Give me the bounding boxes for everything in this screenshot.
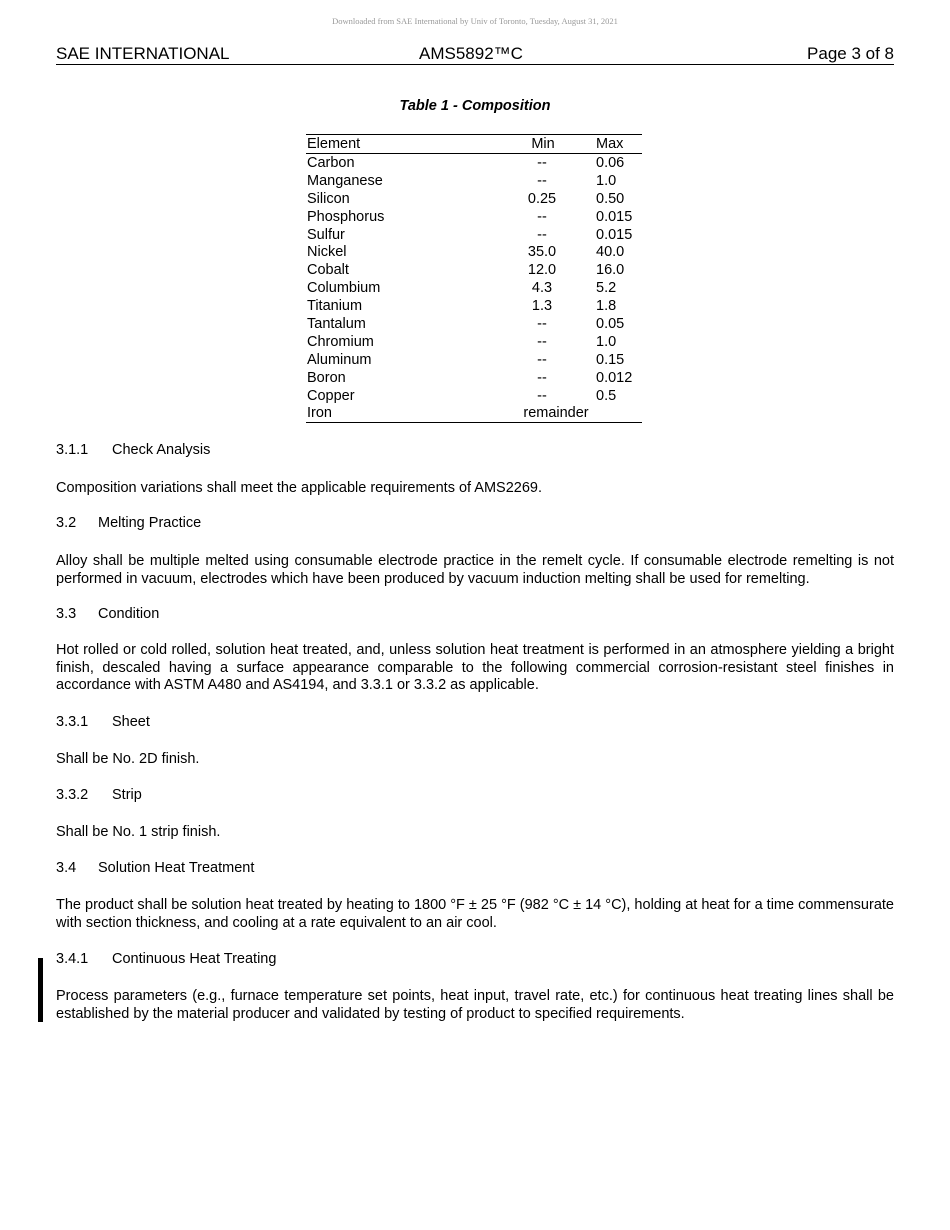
cell-max: 0.012 [596,369,633,386]
composition-table [306,134,642,423]
section-number: 3.3 [56,606,77,622]
cell-min: 35.0 [527,244,557,261]
cell-min: -- [537,226,547,243]
body-3-4-1: Process parameters (e.g., furnace temperature set points, heat input, travel rate, etc.) for continuous heat treating lines shall be established by the material producer and validated by testing of product to specified requirements. [56,988,894,1022]
cell-element: Manganese [307,172,383,189]
section-number: 3.1.1 [56,442,89,458]
heading-3-4 [56,860,894,878]
section-number: 3.3.2 [56,787,89,803]
cell-min: -- [537,351,547,368]
cell-remainder: remainder [523,405,589,422]
table-row-iron [306,404,642,422]
table-row [306,279,642,297]
cell-min: -- [537,369,547,386]
section-number: 3.4 [56,860,77,876]
section-title: Strip [112,787,142,803]
cell-min: -- [537,155,547,171]
table-row [306,154,642,172]
section-title: Continuous Heat Treating [112,951,277,967]
section-title: Check Analysis [112,442,211,458]
header-page-number: Page 3 of 8 [807,44,894,63]
cell-max: 0.06 [596,155,625,171]
cell-element: Titanium [307,298,363,315]
body-3-3: Hot rolled or cold rolled, solution heat treated, and, unless solution heat treatment is performed in an atmosphere yielding a bright finish, descaled having a surface appearance comparable to the following commercial corrosion-resistant steel finishes in accordance with ASTM A480 and AS4194, and 3.3.1 or 3.3.2 as applicable. [56,642,894,693]
cell-element: Sulfur [307,226,345,243]
section-number: 3.2 [56,515,77,531]
cell-element: Chromium [307,333,374,350]
section-number: 3.4.1 [56,951,89,967]
cell-max: 40.0 [596,244,625,261]
cell-min: 1.3 [531,298,553,315]
cell-min: 0.25 [527,190,557,207]
cell-max: 5.2 [596,280,617,297]
heading-3-3-2 [56,787,894,805]
header-element: Element [307,136,361,152]
header-max: Max [596,136,624,152]
table-row [306,297,642,315]
table-title: Table 1 - Composition [399,98,551,114]
table-row [306,190,642,208]
table-row [306,387,642,405]
table-body [306,154,642,404]
section-number: 3.3.1 [56,714,89,730]
section-title: Sheet [112,714,150,730]
table-header-row [306,135,642,154]
cell-min: -- [537,208,547,225]
cell-max: 0.015 [596,208,633,225]
table-row [306,369,642,387]
header-doc-id: AMS5892™C [419,44,523,63]
cell-max: 1.0 [596,172,617,189]
cell-max: 1.0 [596,333,617,350]
body-3-4: The product shall be solution heat treated by heating to 1800 °F ± 25 °F (982 °C ± 14 °C), holding at heat for a time commensurate with section thickness, and cooling at a rate equivalent to an air cool. [56,897,894,931]
body-3-1-1: Composition variations shall meet the applicable requirements of AMS2269. [56,480,543,496]
cell-max: 0.15 [596,351,625,368]
cell-max: 0.015 [596,226,633,243]
revision-change-bar [38,958,43,1022]
cell-element: Aluminum [307,351,372,368]
heading-3-2 [56,515,894,533]
page-header [56,44,894,65]
cell-element: Boron [307,369,346,386]
cell-min: -- [537,172,547,189]
cell-element: Copper [307,387,355,404]
cell-element: Phosphorus [307,208,385,225]
table-row [306,261,642,279]
section-title: Condition [98,606,160,622]
table-row [306,333,642,351]
cell-element: Carbon [307,155,355,171]
heading-3-1-1 [56,442,894,460]
body-3-2: Alloy shall be multiple melted using consumable electrode practice in the remelt cycle. If consumable electrode remelting is not performed in vacuum, electrodes which have been produced by vacuum induction melting shall be used for remelting. [56,553,894,587]
cell-min: -- [537,316,547,333]
table-row [306,172,642,190]
cell-max: 0.50 [596,190,625,207]
cell-min: -- [537,387,547,404]
cell-max: 0.05 [596,316,625,333]
cell-min: 12.0 [527,262,557,279]
body-3-3-2: Shall be No. 1 strip finish. [56,824,221,840]
cell-min: -- [537,333,547,350]
cell-element: Columbium [307,280,381,297]
table-row [306,315,642,333]
table-row [306,351,642,369]
heading-3-4-1 [56,951,894,969]
cell-max: 0.5 [596,387,617,404]
section-title: Melting Practice [98,515,202,531]
cell-element: Cobalt [307,262,349,279]
heading-3-3 [56,606,894,624]
table-row [306,208,642,226]
header-min: Min [531,136,555,152]
cell-min: 4.3 [531,280,553,297]
section-title: Solution Heat Treatment [98,860,255,876]
cell-element: Tantalum [307,316,366,333]
heading-3-3-1 [56,714,894,732]
body-3-3-1: Shall be No. 2D finish. [56,751,200,767]
table-row [306,243,642,261]
header-org: SAE INTERNATIONAL [56,44,230,63]
cell-element: Silicon [307,190,350,207]
cell-element: Iron [307,405,332,422]
cell-max: 1.8 [596,298,617,315]
table-row [306,226,642,244]
download-watermark: Downloaded from SAE International by Univ of Toronto, Tuesday, August 31, 2021 [332,16,618,26]
cell-element: Nickel [307,244,347,261]
cell-max: 16.0 [596,262,625,279]
